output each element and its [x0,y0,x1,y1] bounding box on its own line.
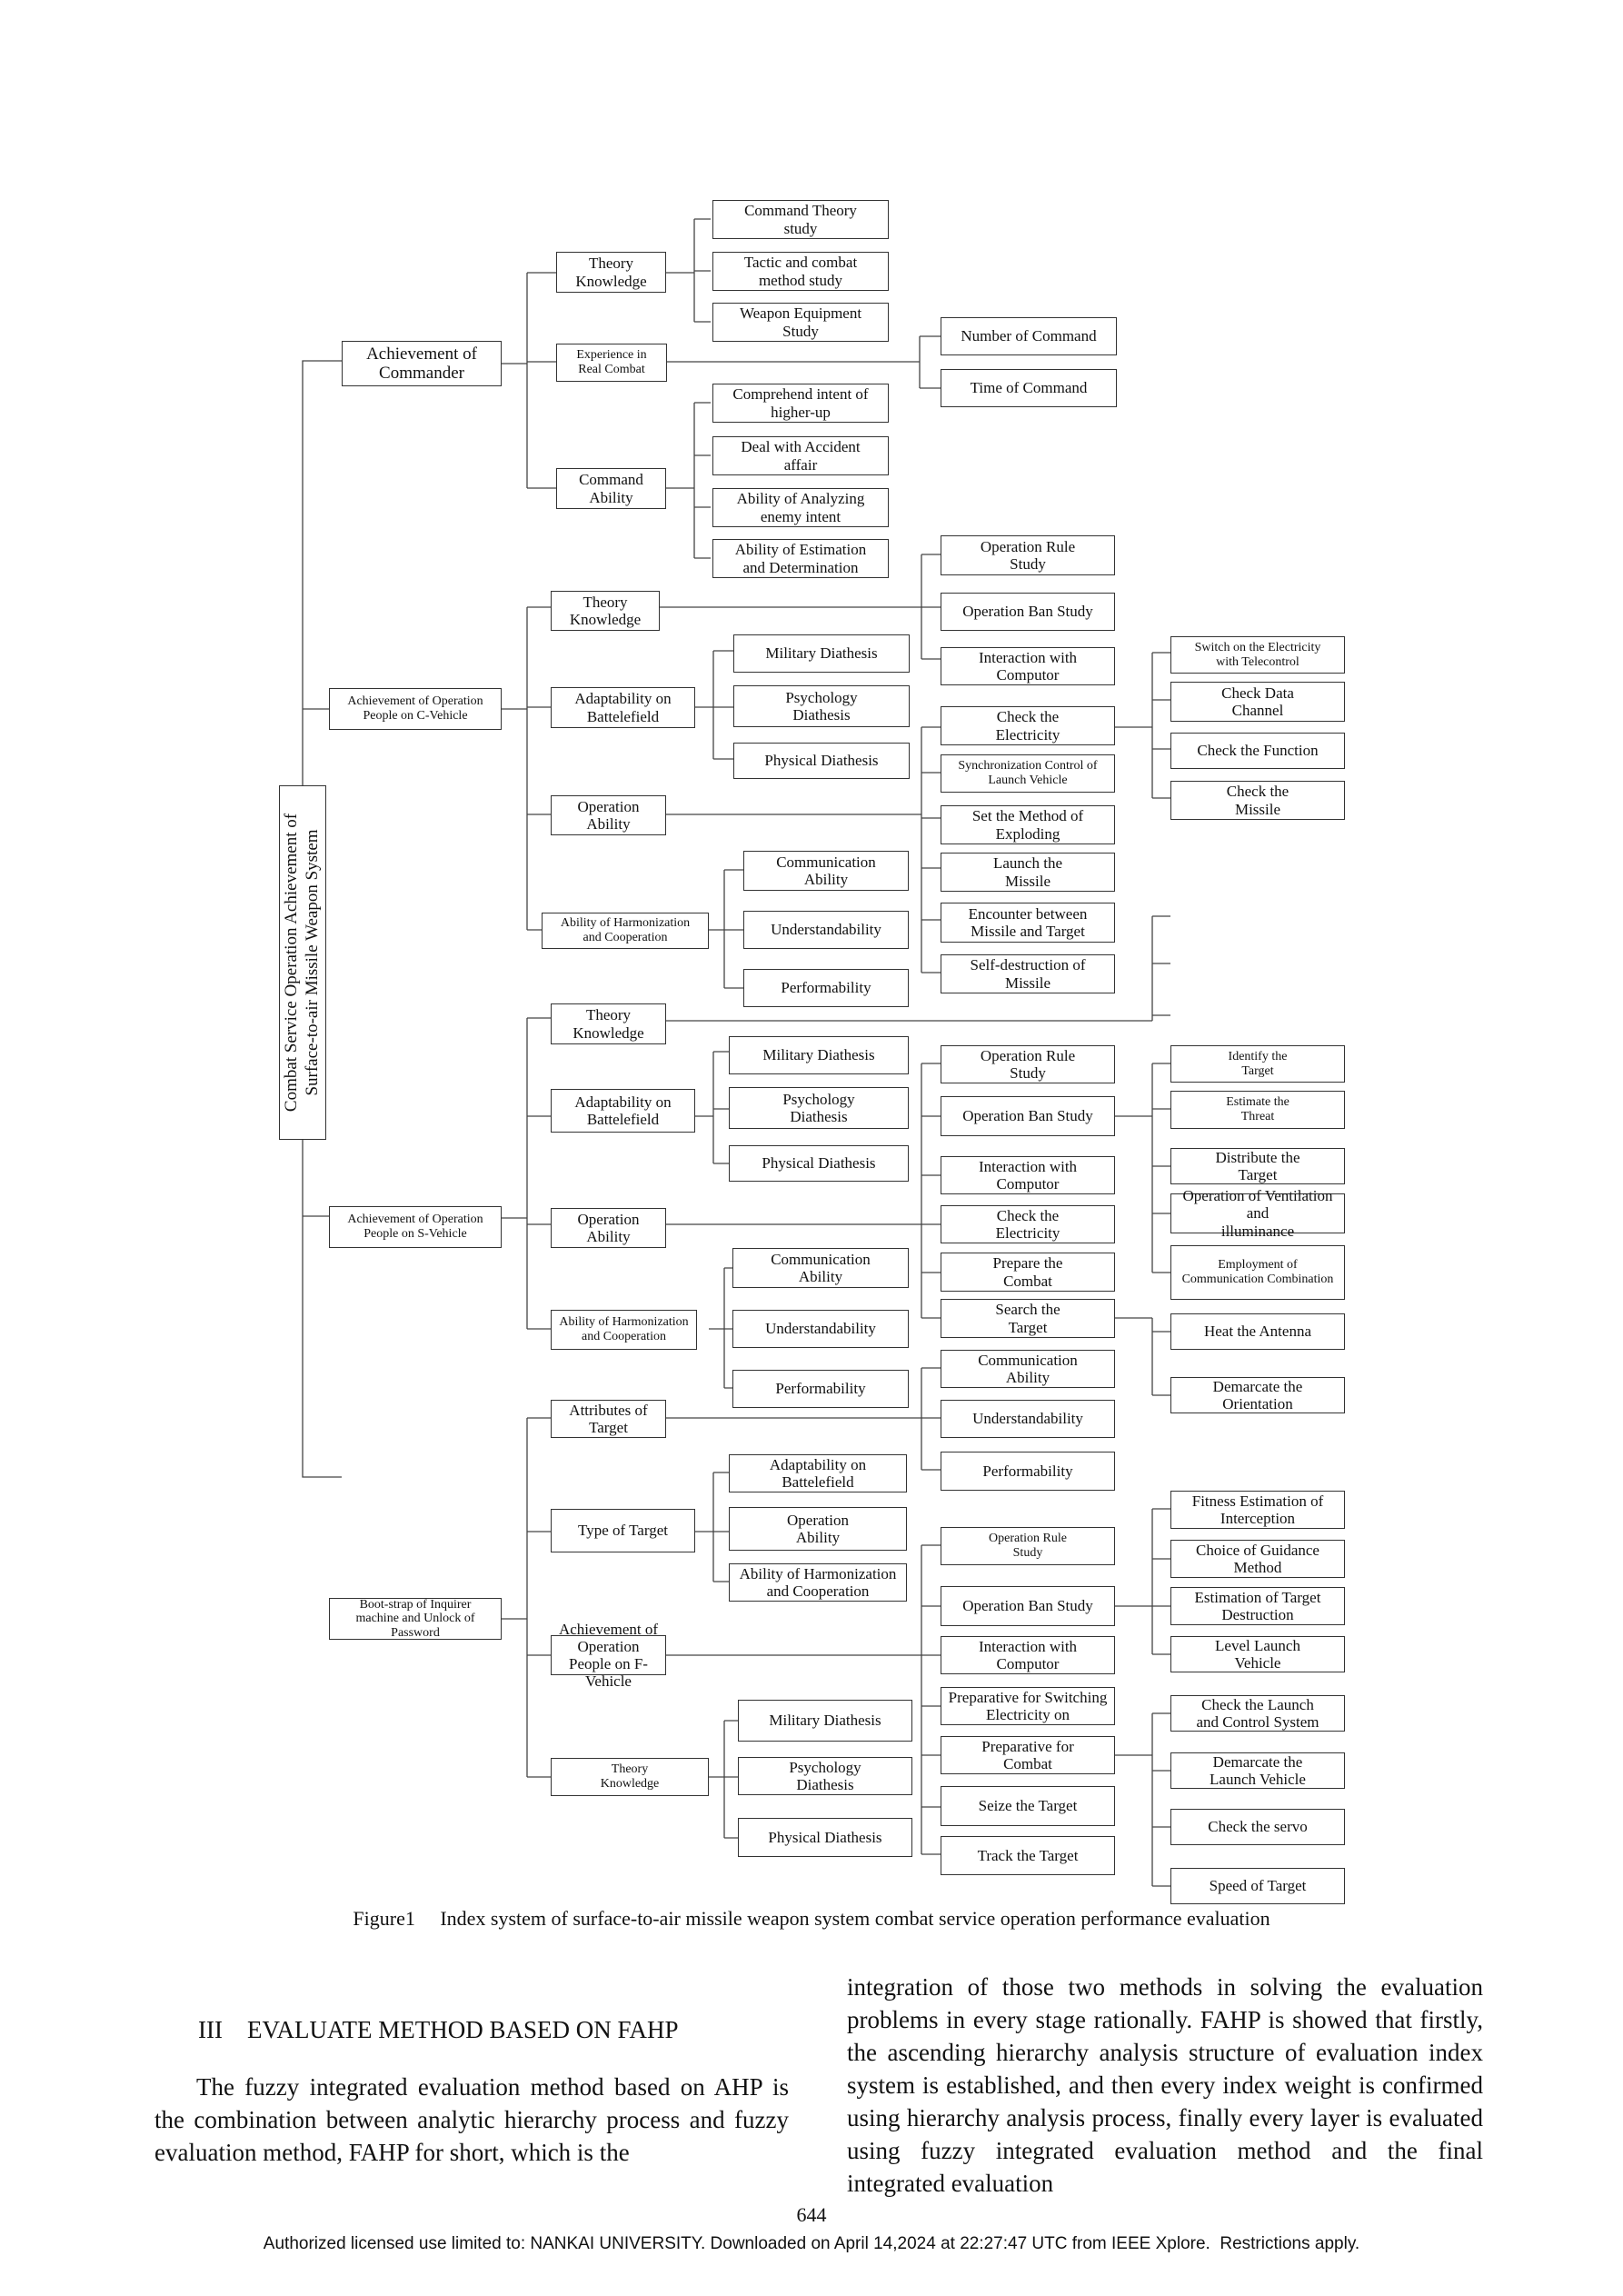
figure-caption: Figure1 Index system of surface-to-air missile weapon system combat service operation performance evaluation [353,1907,1270,1930]
diagram-node: Psychology Diathesis [729,1087,909,1129]
diagram-node: Estimate the Threat [1170,1091,1345,1129]
diagram-node: Switch on the Electricity with Telecontrol [1170,636,1345,674]
diagram-node: Operation Ability [729,1507,907,1551]
diagram-node: Military Diathesis [738,1700,912,1742]
diagram-node: Achievement of Operation People on S-Vehicle [329,1206,502,1248]
diagram-node: Operation Ban Study [941,593,1115,631]
diagram-node: Choice of Guidance Method [1170,1540,1345,1578]
body-paragraph: The fuzzy integrated evaluation method based on AHP is the combination between analytic hierarchy process and fuzzy evaluation method, FAHP for short, which is the [154,2073,789,2166]
diagram-node: Operation Ability [551,795,666,835]
diagram-node: Achievement of Commander [342,341,502,386]
license-notice: Authorized licensed use limited to: NANKAI UNIVERSITY. Downloaded on April 14,2024 at 22:27:47 UTC from IEEE Xplore. Restrictions apply. [263,2234,1360,2253]
diagram-node: Check the Electricity [941,1205,1115,1243]
diagram-node: Psychology Diathesis [738,1757,912,1795]
diagram-node: Experience in Real Combat [556,344,667,382]
diagram-node: Fitness Estimation of Interception [1170,1491,1345,1529]
diagram-node: Estimation of Target Destruction [1170,1587,1345,1625]
diagram-node: Boot-strap of Inquirer machine and Unlock of Password [329,1598,502,1640]
diagram-node: Prepare the Combat [941,1253,1115,1292]
diagram-node: Check the Launch and Control System [1170,1695,1345,1732]
diagram-node: Seize the Target [941,1786,1115,1826]
diagram-node: Heat the Antenna [1170,1313,1345,1350]
diagram-node: Launch the Missile [941,853,1115,892]
diagram-node: Check the Electricity [941,706,1115,745]
diagram-node: Ability of Analyzing enemy intent [712,488,889,527]
diagram-node: Interaction with Computor [941,1156,1115,1194]
diagram-node: Communication Ability [732,1248,909,1288]
diagram-node: Type of Target [551,1509,695,1552]
diagram-node: Adaptability on Battelefield [551,1089,695,1133]
diagram-node: Ability of Harmonization and Cooperation [551,1310,697,1350]
diagram-node: Physical Diathesis [733,743,910,779]
diagram-node: Understandability [732,1310,909,1348]
diagram-node: Operation Rule Study [941,1045,1115,1083]
diagram-node: Theory Knowledge [556,252,666,293]
diagram-node: Deal with Accident affair [712,436,889,475]
diagram-node: Preparative for Switching Electricity on [941,1687,1115,1725]
diagram-node: Track the Target [941,1836,1115,1875]
diagram-node: Encounter between Missile and Target [941,903,1115,943]
diagram-node: Understandability [941,1400,1115,1438]
left-column [154,2071,789,2169]
right-column [847,1971,1483,2200]
diagram-node: Operation Ability [551,1208,666,1248]
page-number: 644 [796,2203,827,2226]
diagram-node: Tactic and combat method study [712,252,889,291]
diagram-node: Operation Ban Study [941,1096,1115,1136]
diagram-node: Search the Target [941,1299,1115,1338]
diagram-node: Synchronization Control of Launch Vehicle [941,754,1115,793]
diagram-node: Theory Knowledge [551,1003,666,1044]
root-node: Combat Service Operation Achievement of Surface-to-air Missile Weapon System [279,785,326,1140]
diagram-node: Weapon Equipment Study [712,303,889,342]
diagram-node: Psychology Diathesis [733,685,910,727]
diagram-node: Operation Rule Study [941,535,1115,575]
diagram-node: Time of Command [941,369,1117,407]
diagram-node: Adaptability on Battelefield [729,1454,907,1492]
diagram-node: Speed of Target [1170,1868,1345,1904]
diagram-node: Interaction with Computor [941,647,1115,685]
diagram-node: Communication Ability [743,851,909,891]
diagram-node: Interaction with Computor [941,1636,1115,1674]
diagram-node: Operation Rule Study [941,1527,1115,1565]
diagram-node: Adaptability on Battelefield [551,687,695,728]
diagram-node: Demarcate the Orientation [1170,1377,1345,1413]
diagram-node: Operation of Ventilation and illuminance [1170,1193,1345,1233]
diagram-node: Physical Diathesis [729,1145,909,1182]
diagram-node: Ability of Harmonization and Cooperation [542,913,709,949]
diagram-node: Attributes of Target [551,1400,666,1438]
body-paragraph: integration of those two methods in solving the evaluation problems in every stage rationally. FAHP is showed that firstly, the ascending hierarchy analysis structure of evaluation index system is established, and then every index weight is confirmed using hierarchy analysis process, finally every layer is evaluated using fuzzy integrated evaluation method and the final integrated evaluation [847,1973,1483,2197]
diagram-node: Level Launch Vehicle [1170,1636,1345,1672]
diagram-node: Achievement of Operation People on F-Vehicle [551,1635,666,1675]
diagram-node: Understandability [743,911,909,949]
diagram-node: Demarcate the Launch Vehicle [1170,1752,1345,1789]
diagram-node: Performability [743,969,909,1007]
section-heading: III EVALUATE METHOD BASED ON FAHP [198,2016,679,2043]
diagram-node: Ability of Harmonization and Cooperation [729,1563,907,1602]
diagram-node: Command Theory study [712,200,889,239]
diagram-node: Theory Knowledge [551,1758,709,1796]
diagram-node: Check Data Channel [1170,682,1345,722]
diagram-node: Military Diathesis [733,634,910,673]
diagram-node: Performability [732,1370,909,1408]
diagram-node: Check the Missile [1170,781,1345,820]
diagram-node: Comprehend intent of higher-up [712,384,889,423]
diagram-node: Employment of Communication Combination [1170,1245,1345,1300]
diagram-node: Operation Ban Study [941,1586,1115,1626]
diagram-node: Command Ability [556,468,666,509]
diagram-node: Physical Diathesis [738,1818,912,1857]
diagram-node: Communication Ability [941,1350,1115,1388]
diagram-node: Identify the Target [1170,1045,1345,1083]
diagram-node: Theory Knowledge [551,591,660,631]
diagram-node: Check the servo [1170,1809,1345,1845]
diagram-node: Ability of Estimation and Determination [712,539,889,578]
diagram-node: Military Diathesis [729,1036,909,1074]
diagram-node: Set the Method of Exploding [941,805,1115,844]
diagram-node: Self-destruction of Missile [941,954,1115,993]
diagram-node: Performability [941,1452,1115,1491]
diagram-node: Achievement of Operation People on C-Vehicle [329,688,502,730]
diagram-node: Check the Function [1170,733,1345,769]
diagram-node: Number of Command [941,317,1117,355]
diagram-node: Preparative for Combat [941,1736,1115,1774]
diagram-node: Distribute the Target [1170,1148,1345,1184]
